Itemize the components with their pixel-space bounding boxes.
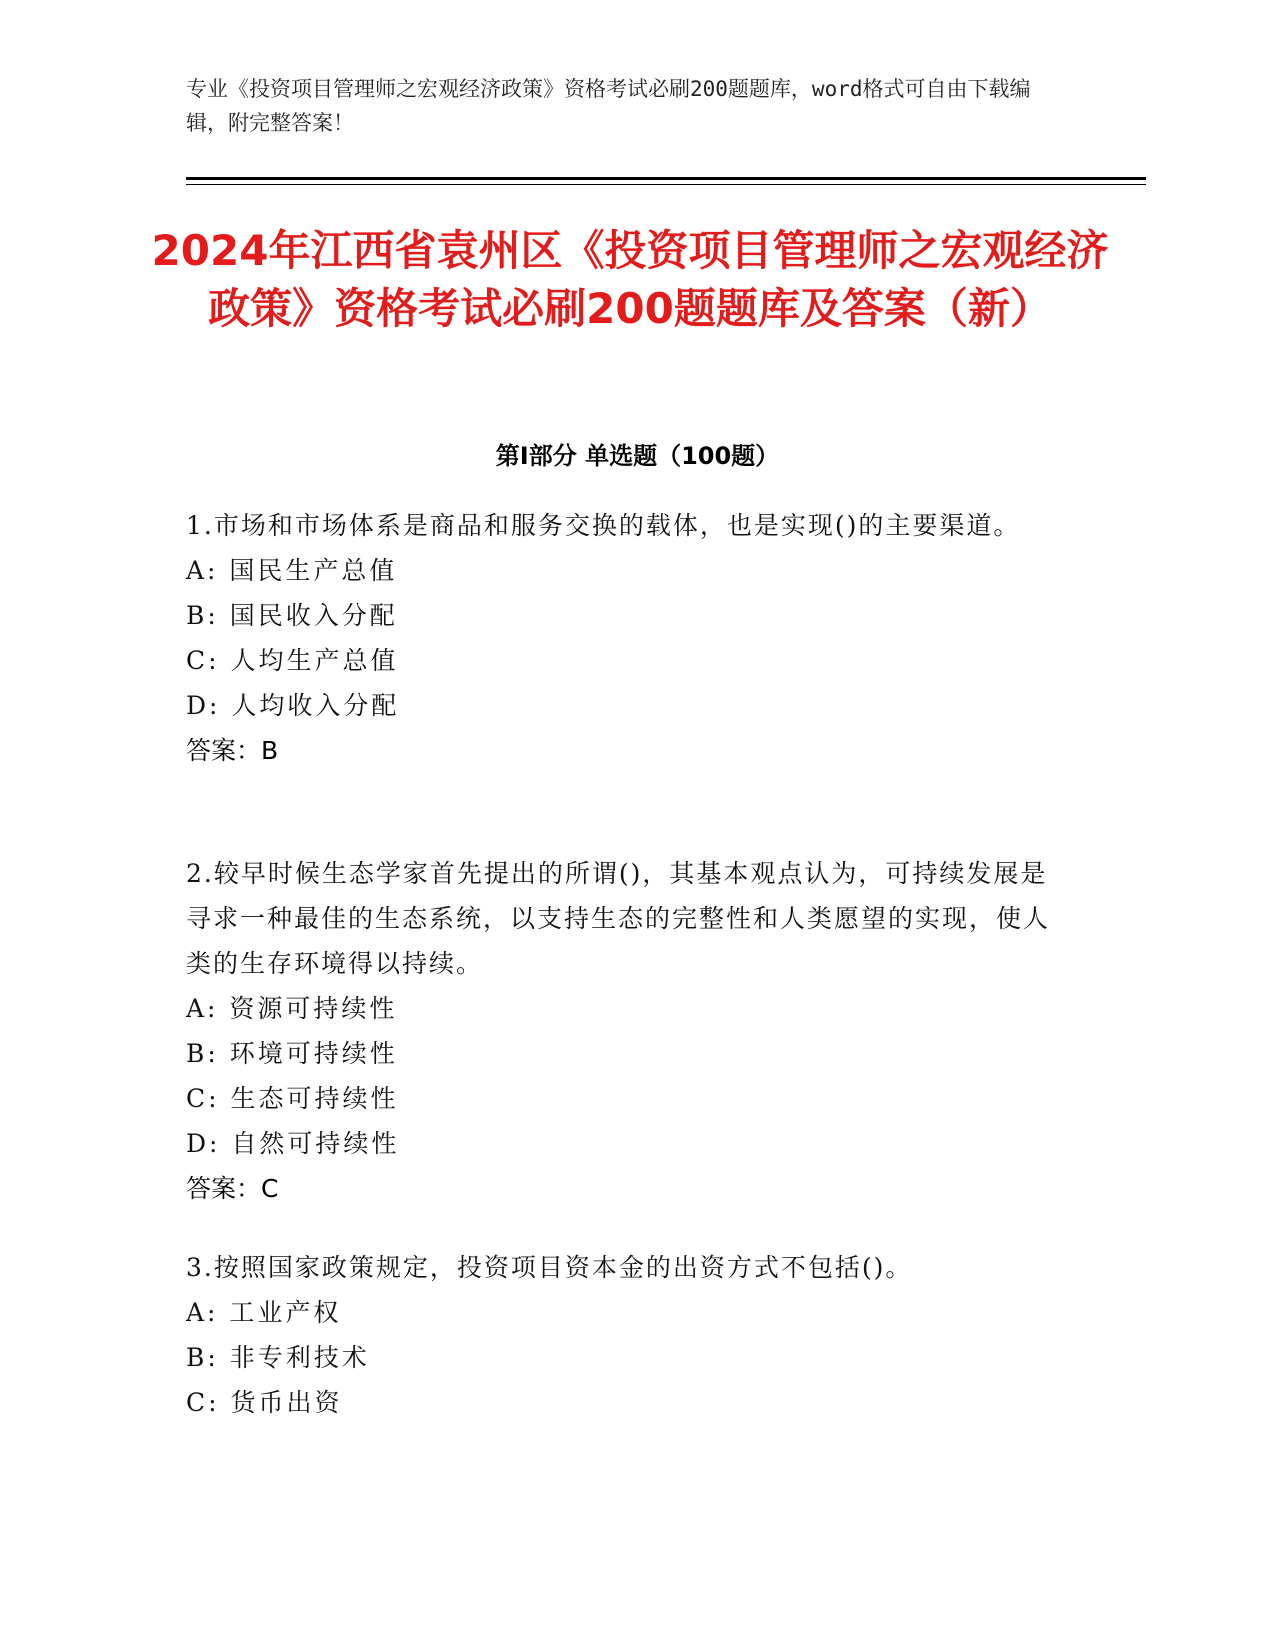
header-rule-thin [186, 184, 1146, 185]
document-title: 2024年江西省袁州区《投资项目管理师之宏观经济政策》资格考试必刷200题题库及答案（新） [151, 226, 1109, 333]
header-rule-thick [186, 177, 1146, 180]
option-c: C: 货币出资 [186, 1388, 343, 1417]
question-2 [186, 851, 1066, 1211]
option-b: B: 环境可持续性 [186, 1039, 398, 1068]
option-d: D: 人均收入分配 [186, 691, 400, 720]
section-title: 第Ⅰ部分 单选题（100题） [495, 442, 780, 470]
option-a: A: 国民生产总值 [186, 556, 398, 585]
option-b: B: 非专利技术 [186, 1343, 370, 1372]
answer: 答案：B [186, 736, 279, 765]
answer: 答案：C [186, 1174, 279, 1203]
option-c: C: 生态可持续性 [186, 1084, 399, 1113]
question-text: 1.市场和市场体系是商品和服务交换的载体，也是实现()的主要渠道。 [186, 511, 1021, 540]
option-b: B: 国民收入分配 [186, 601, 398, 630]
question-text: 2.较早时候生态学家首先提出的所谓()，其基本观点认为，可持续发展是寻求一种最佳的生态系统，以支持生态的完整性和人类愿望的实现，使人类的生存环境得以持续。 [186, 859, 1051, 978]
option-d: D: 自然可持续性 [186, 1129, 400, 1158]
option-c: C: 人均生产总值 [186, 646, 399, 675]
question-text: 3.按照国家政策规定，投资项目资本金的出资方式不包括()。 [186, 1253, 913, 1282]
question-1 [186, 503, 1066, 773]
header-note: 专业《投资项目管理师之宏观经济政策》资格考试必刷200题题库，word格式可自由下载编辑，附完整答案！ [186, 77, 1031, 135]
question-3 [186, 1245, 1066, 1425]
option-a: A: 资源可持续性 [186, 994, 398, 1023]
option-a: A: 工业产权 [186, 1298, 342, 1327]
